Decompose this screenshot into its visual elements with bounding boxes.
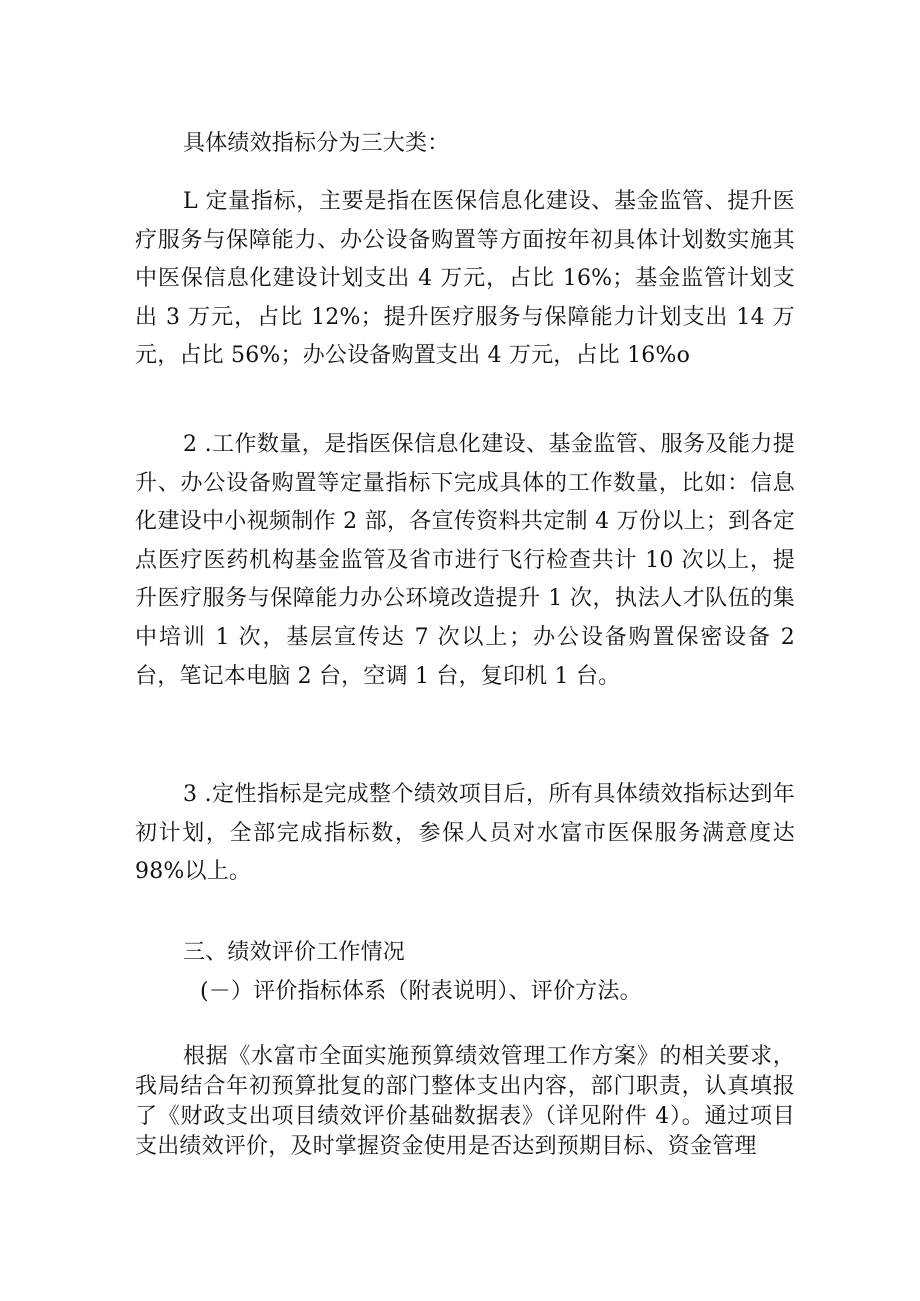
quantitative-indicator-paragraph: L 定量指标，主要是指在医保信息化建设、基金监管、提升医疗服务与保障能力、办公设备购置等方面按年初具体计划数实施其中医保信息化建设计划支出 4 万元，占比 16%；基金监管计划支出 3 万元，占比 12%；提升医疗服务与保障能力计划支出 14 万元，占比 56%；办公设备购置支出 4 万元，占比 16%o bbox=[135, 189, 795, 369]
subsection-heading: (－）评价指标体系（附表说明）、评价方法。 bbox=[200, 979, 642, 1004]
intro-paragraph: 具体绩效指标分为三大类： bbox=[183, 131, 450, 156]
section-heading: 三、绩效评价工作情况 bbox=[183, 940, 406, 965]
closing-paragraph: 根据《水富市全面实施预算绩效管理工作方案》的相关要求，我局结合年初预算批复的部门整体支出内容，部门职责，认真填报了《财政支出项目绩效评价基础数据表》（详见附件 4）。通过项目支出绩效评价，及时掌握资金使用是否达到预期目标、资金管理 bbox=[135, 1044, 795, 1159]
work-quantity-paragraph: 2 .工作数量，是指医保信息化建设、基金监管、服务及能力提升、办公设备购置等定量指标下完成具体的工作数量，比如：信息化建设中小视频制作 2 部，各宣传资料共定制 4 万份以上；到各定点医疗医药机构基金监管及省市进行飞行检查共计 10 次以上，提升医疗服务与保障能力办公环境改造提升 1 次，执法人才队伍的集中培训 1 次，基层宣传达 7 次以上；办公设备购置保密设备 2 台，笔记本电脑 2 台，空调 1 台，复印机 1 台。 bbox=[135, 432, 795, 689]
qualitative-indicator-paragraph: 3 .定性指标是完成整个绩效项目后，所有具体绩效指标达到年初计划，全部完成指标数，参保人员对水富市医保服务满意度达98%以上。 bbox=[135, 782, 795, 885]
